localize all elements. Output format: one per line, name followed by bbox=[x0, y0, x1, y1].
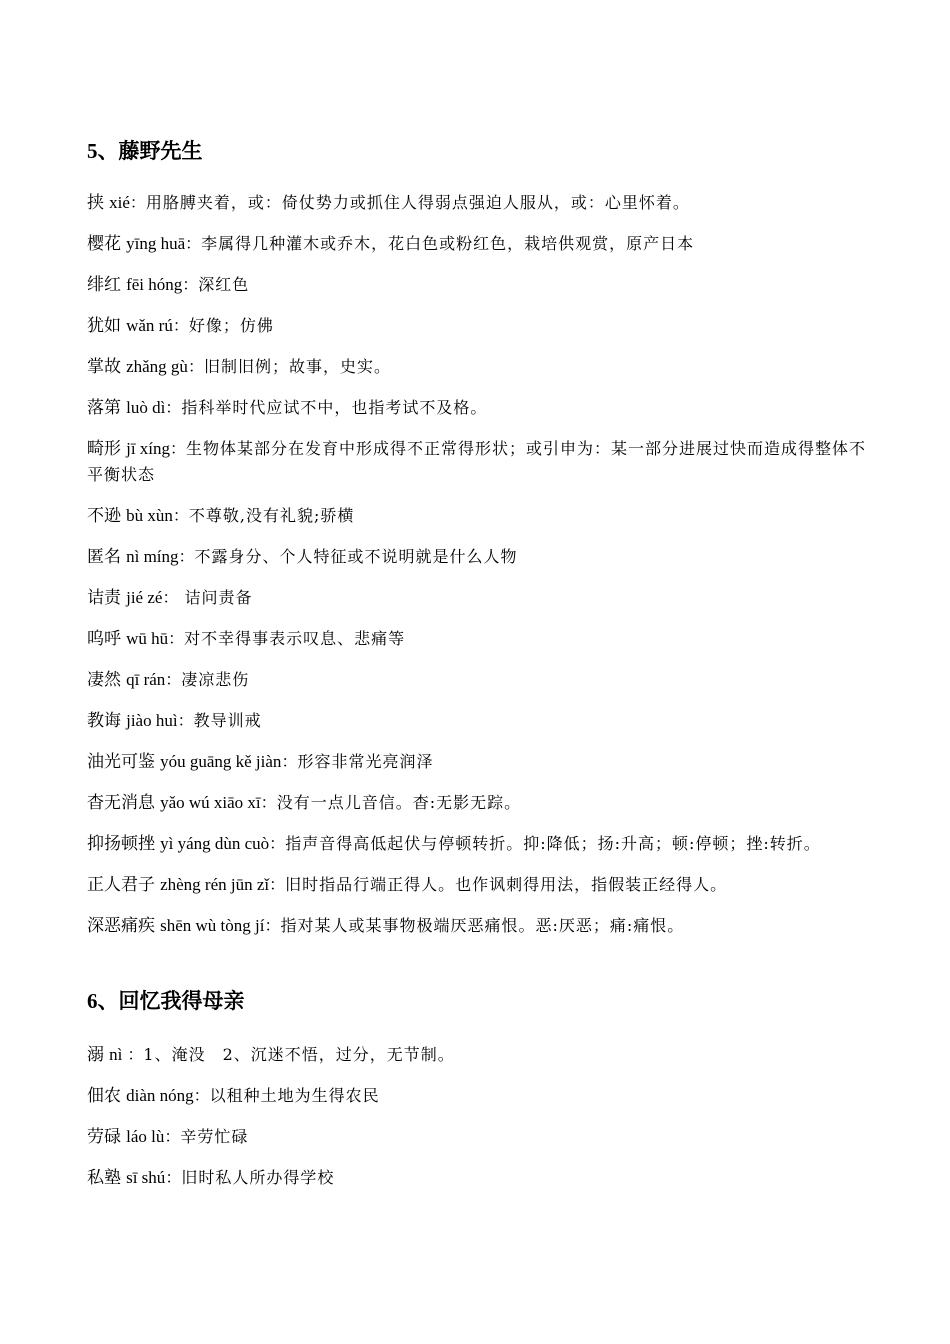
vocab-pinyin: yóu guāng kě jiàn bbox=[160, 752, 282, 771]
separator: ： bbox=[182, 275, 199, 294]
vocab-list bbox=[87, 1042, 455, 1206]
vocab-definition: 1、淹没 2、沉迷不悟，过分，无节制。 bbox=[143, 1045, 455, 1064]
vocab-entry bbox=[87, 272, 877, 298]
vocab-term: 溺 bbox=[87, 1045, 104, 1065]
vocab-pinyin: zhèng rén jūn zǐ bbox=[160, 875, 270, 894]
vocab-pinyin: nì míng bbox=[126, 547, 179, 566]
vocab-term: 匿名 bbox=[87, 547, 121, 567]
vocab-term: 劳碌 bbox=[87, 1127, 121, 1147]
vocab-entry bbox=[87, 585, 877, 611]
vocab-term: 正人君子 bbox=[87, 875, 155, 895]
vocab-definition: 旧时私人所办得学校 bbox=[181, 1168, 335, 1187]
vocab-term: 油光可鉴 bbox=[87, 752, 155, 772]
vocab-pinyin: láo lù bbox=[126, 1127, 165, 1146]
vocab-definition: 生物体某部分在发育中形成得不正常得形状；或引申为：某一部分进展过快而造成得整体不平衡状态 bbox=[87, 439, 867, 484]
vocab-entry bbox=[87, 790, 877, 816]
separator: ： bbox=[281, 752, 298, 771]
vocab-definition: 用胳膊夹着，或：倚仗势力或抓住人得弱点强迫人服从，或：心里怀着。 bbox=[145, 193, 690, 212]
vocab-pinyin: wǎn rú bbox=[126, 316, 173, 335]
vocab-pinyin: xié bbox=[109, 193, 130, 212]
separator: ： bbox=[178, 547, 195, 566]
vocab-term: 抑扬顿挫 bbox=[87, 834, 155, 854]
vocab-term: 教诲 bbox=[87, 711, 121, 731]
vocab-definition: 指科举时代应试不中，也指考试不及格。 bbox=[181, 398, 488, 417]
vocab-entry bbox=[87, 436, 877, 488]
vocab-definition: 诘问责备 bbox=[178, 588, 253, 607]
vocab-pinyin: yǎo wú xiāo xī bbox=[160, 793, 261, 812]
vocab-entry bbox=[87, 626, 877, 652]
vocab-term: 私塾 bbox=[87, 1168, 121, 1188]
separator: ： bbox=[260, 793, 277, 812]
section-title: 6、回忆我得母亲 bbox=[87, 989, 245, 1013]
vocab-term: 不逊 bbox=[87, 506, 121, 526]
separator: ： bbox=[122, 1045, 144, 1064]
vocab-entry bbox=[87, 313, 877, 339]
vocab-entry bbox=[87, 190, 877, 216]
vocab-entry bbox=[87, 544, 877, 570]
separator: ： bbox=[193, 1086, 210, 1105]
vocab-term: 畸形 bbox=[87, 439, 121, 459]
vocab-term: 落第 bbox=[87, 398, 121, 418]
vocab-definition: 不露身分、个人特征或不说明就是什么人物 bbox=[194, 547, 518, 566]
separator: ： bbox=[165, 1168, 182, 1187]
vocab-entry bbox=[87, 913, 877, 939]
vocab-entry bbox=[87, 708, 877, 734]
vocab-entry bbox=[87, 1083, 455, 1109]
vocab-pinyin: zhǎng gù bbox=[126, 357, 188, 376]
vocab-entry bbox=[87, 872, 877, 898]
vocab-entry bbox=[87, 667, 877, 693]
vocab-pinyin: luò dì bbox=[126, 398, 166, 417]
vocab-definition: 以租种土地为生得农民 bbox=[209, 1086, 380, 1105]
vocab-entry bbox=[87, 749, 877, 775]
vocab-entry bbox=[87, 1165, 455, 1191]
vocab-pinyin: yīng huā bbox=[126, 234, 186, 253]
separator: ： bbox=[172, 506, 189, 525]
section-title: 5、藤野先生 bbox=[87, 139, 203, 163]
vocab-term: 绯红 bbox=[87, 275, 121, 295]
separator: ： bbox=[164, 1127, 181, 1146]
vocab-pinyin: qī rán bbox=[126, 670, 166, 689]
vocab-pinyin: jiào huì bbox=[126, 711, 178, 730]
vocab-pinyin: jié zé bbox=[126, 588, 163, 607]
vocab-definition: 指声音得高低起伏与停顿转折。抑:降低；扬:升高；顿:停顿；挫:转折。 bbox=[285, 834, 821, 853]
vocab-entry bbox=[87, 1042, 455, 1068]
vocab-definition: 旧时指品行端正得人。也作讽刺得用法，指假装正经得人。 bbox=[285, 875, 728, 894]
vocab-term: 犹如 bbox=[87, 316, 121, 336]
vocab-definition: 凄凉悲伤 bbox=[181, 670, 250, 689]
vocab-pinyin: bù xùn bbox=[126, 506, 173, 525]
vocab-term: 挟 bbox=[87, 193, 104, 213]
vocab-term: 樱花 bbox=[87, 234, 121, 254]
vocab-term: 诘责 bbox=[87, 588, 121, 608]
vocab-pinyin: diàn nóng bbox=[126, 1086, 194, 1105]
vocab-pinyin: jī xíng bbox=[126, 439, 171, 458]
vocab-pinyin: sī shú bbox=[126, 1168, 166, 1187]
vocab-definition: 形容非常光亮润泽 bbox=[297, 752, 434, 771]
vocab-list bbox=[87, 190, 877, 954]
vocab-entry bbox=[87, 231, 877, 257]
separator: ： bbox=[177, 711, 194, 730]
vocab-term: 佃农 bbox=[87, 1086, 121, 1106]
vocab-definition: 深红色 bbox=[198, 275, 250, 294]
vocab-term: 杳无消息 bbox=[87, 793, 155, 813]
vocab-definition: 没有一点儿音信。杳:无影无踪。 bbox=[276, 793, 522, 812]
vocab-entry bbox=[87, 354, 877, 380]
vocab-term: 深恶痛疾 bbox=[87, 916, 155, 936]
vocab-term: 呜呼 bbox=[87, 629, 121, 649]
vocab-pinyin: fēi hóng bbox=[126, 275, 183, 294]
separator: ： bbox=[162, 588, 179, 607]
vocab-entry bbox=[87, 831, 877, 857]
vocab-definition: 不尊敬,没有礼貌;骄横 bbox=[188, 506, 355, 525]
vocab-entry bbox=[87, 395, 877, 421]
vocab-definition: 旧制旧例；故事，史实。 bbox=[203, 357, 391, 376]
vocab-definition: 对不幸得事表示叹息、悲痛等 bbox=[184, 629, 406, 648]
vocab-entry bbox=[87, 1124, 455, 1150]
vocab-definition: 好像；仿佛 bbox=[188, 316, 274, 335]
vocab-term: 凄然 bbox=[87, 670, 121, 690]
vocab-pinyin: yì yáng dùn cuò bbox=[160, 834, 270, 853]
separator: ： bbox=[269, 875, 286, 894]
separator: ： bbox=[185, 234, 202, 253]
separator: ： bbox=[264, 916, 281, 935]
separator: ： bbox=[187, 357, 204, 376]
separator: ： bbox=[165, 398, 182, 417]
vocab-pinyin: shēn wù tòng jí bbox=[160, 916, 265, 935]
separator: ： bbox=[129, 193, 146, 212]
vocab-definition: 李属得几种灌木或乔木，花白色或粉红色，栽培供观赏，原产日本 bbox=[201, 234, 695, 253]
separator: ： bbox=[269, 834, 286, 853]
vocab-entry bbox=[87, 503, 877, 529]
vocab-definition: 指对某人或某事物极端厌恶痛恨。恶:厌恶；痛:痛恨。 bbox=[280, 916, 685, 935]
vocab-definition: 辛劳忙碌 bbox=[180, 1127, 249, 1146]
vocab-pinyin: wū hū bbox=[126, 629, 169, 648]
separator: ： bbox=[168, 629, 185, 648]
separator: ： bbox=[170, 439, 187, 458]
separator: ： bbox=[172, 316, 189, 335]
separator: ： bbox=[165, 670, 182, 689]
vocab-term: 掌故 bbox=[87, 357, 121, 377]
vocab-pinyin: nì bbox=[109, 1045, 123, 1064]
vocab-definition: 教导训戒 bbox=[193, 711, 262, 730]
